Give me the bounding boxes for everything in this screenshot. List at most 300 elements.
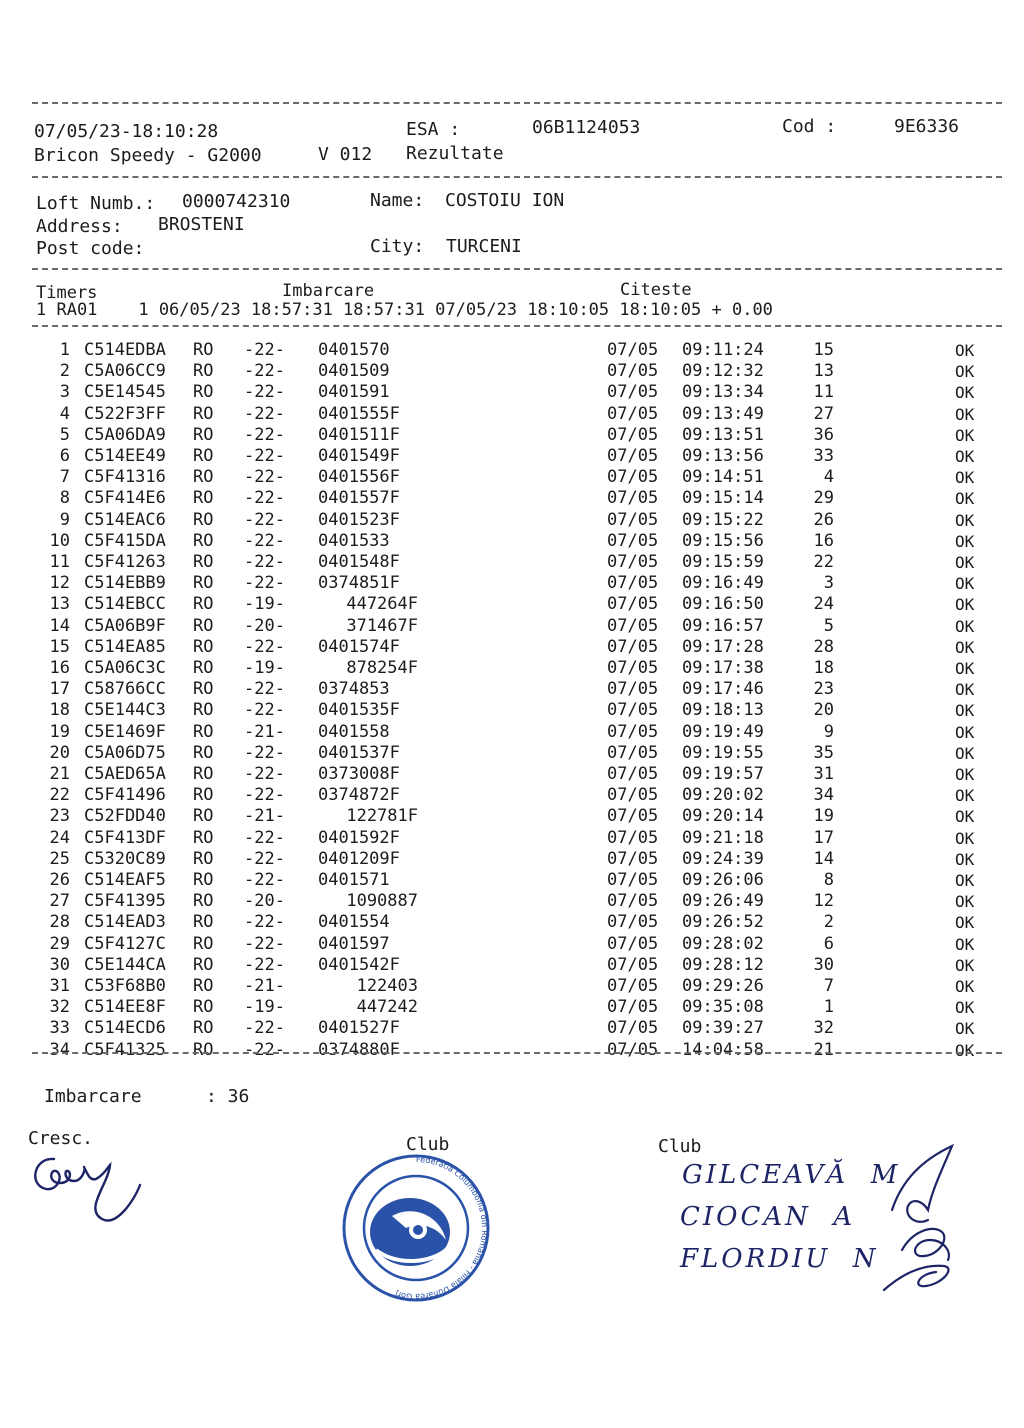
rank-cell: 12	[49, 573, 70, 594]
ring-id-cell: C5AED65A	[84, 764, 166, 784]
date-cell: 07/05	[607, 552, 659, 572]
country-cell: RO	[193, 785, 214, 806]
table-row	[0, 849, 1024, 870]
rank-cell: 4	[59, 403, 70, 424]
name-value: COSTOIU ION	[445, 190, 565, 211]
date-cell: 07/05	[607, 530, 659, 551]
ring-number-cell: 0401509	[318, 361, 390, 382]
time-cell: 09:15:59	[682, 552, 764, 572]
country-cell: RO	[193, 1039, 214, 1060]
year-cell: -22-	[244, 509, 285, 530]
divider	[32, 176, 1002, 178]
country-cell: RO	[193, 636, 214, 657]
time-cell: 09:21:18	[682, 827, 764, 848]
time-cell: 09:15:22	[682, 509, 764, 530]
ring-id-cell: C5A06CC9	[84, 361, 166, 382]
table-row	[0, 976, 1024, 997]
print-datetime: 07/05/23-18:10:28	[34, 121, 219, 142]
ring-number-cell: 0401591	[318, 382, 390, 403]
ring-number-cell: 0374872F	[318, 785, 400, 806]
table-row	[0, 955, 1024, 976]
table-row	[0, 891, 1024, 912]
device-version: V 012	[318, 144, 373, 165]
ring-id-cell: C514EAF5	[84, 870, 166, 890]
rank-cell: 18	[49, 700, 70, 721]
handwritten-name-2: CIOCAN A	[680, 1202, 856, 1232]
year-cell: -22-	[244, 361, 285, 382]
year-cell: -22-	[244, 827, 285, 848]
ring-number-cell: 0401537F	[318, 742, 400, 763]
status-cell: OK	[955, 892, 975, 912]
name-label: Name:	[370, 190, 425, 211]
country-cell: RO	[193, 658, 214, 678]
timer-line: 1 RA01 1 06/05/23 18:57:31 18:57:31 07/05/23 18:10:05 18:10:05 + 0.00	[36, 300, 773, 320]
year-cell: -22-	[244, 636, 285, 657]
breeder-signature	[24, 1145, 154, 1235]
table-row	[0, 785, 1024, 806]
ring-id-cell: C514EAC6	[84, 509, 166, 530]
ring-id-cell: C5A06D75	[84, 742, 166, 763]
status-cell: OK	[955, 934, 975, 954]
ring-number-cell: 447264F	[346, 594, 418, 615]
divider	[32, 102, 1002, 104]
country-cell: RO	[193, 340, 214, 360]
date-cell: 07/05	[607, 424, 659, 445]
ring-number-cell: 878254F	[346, 658, 418, 678]
time-cell: 09:15:14	[682, 488, 764, 509]
ring-id-cell: C5E1469F	[84, 721, 166, 742]
status-cell: OK	[955, 849, 975, 869]
country-cell: RO	[193, 382, 214, 403]
position-cell: 20	[813, 700, 834, 721]
table-row	[0, 722, 1024, 743]
position-cell: 22	[813, 552, 834, 572]
year-cell: -22-	[244, 870, 285, 890]
ring-id-cell: C5F41263	[84, 552, 166, 572]
position-cell: 34	[813, 785, 834, 806]
status-cell: OK	[955, 998, 975, 1018]
time-cell: 09:11:24	[682, 340, 764, 360]
date-cell: 07/05	[607, 636, 659, 657]
time-cell: 09:35:08	[682, 997, 764, 1018]
rank-cell: 25	[49, 848, 70, 869]
time-cell: 09:17:38	[682, 658, 764, 678]
position-cell: 6	[823, 933, 834, 954]
date-cell: 07/05	[607, 997, 659, 1018]
status-cell: OK	[955, 743, 975, 763]
time-cell: 09:14:51	[682, 467, 764, 488]
country-cell: RO	[193, 615, 214, 636]
status-cell: OK	[955, 786, 975, 806]
position-cell: 19	[813, 806, 834, 827]
country-cell: RO	[193, 467, 214, 488]
year-cell: -19-	[244, 658, 285, 678]
position-cell: 16	[813, 530, 834, 551]
year-cell: -20-	[244, 615, 285, 636]
ring-id-cell: C5A06C3C	[84, 658, 166, 678]
date-cell: 07/05	[607, 848, 659, 869]
country-cell: RO	[193, 848, 214, 869]
ring-id-cell: C5F41316	[84, 467, 166, 488]
ring-number-cell: 0401527F	[318, 1018, 400, 1039]
address-value: BROSTENI	[158, 214, 245, 235]
table-row	[0, 488, 1024, 509]
ring-id-cell: C5F414E6	[84, 488, 166, 509]
ring-id-cell: C53F68B0	[84, 976, 166, 996]
divider	[32, 1052, 1002, 1054]
table-row	[0, 658, 1024, 679]
year-cell: -22-	[244, 933, 285, 954]
handwritten-name-1: GILCEAVĂ M	[682, 1160, 901, 1190]
date-cell: 07/05	[607, 870, 659, 890]
rank-cell: 16	[49, 658, 70, 678]
position-cell: 32	[813, 1018, 834, 1039]
timers-label: Timers	[36, 283, 98, 303]
ring-number-cell: 0401209F	[318, 848, 400, 869]
time-cell: 09:15:56	[682, 530, 764, 551]
status-cell: OK	[955, 553, 975, 572]
date-cell: 07/05	[607, 764, 659, 784]
date-cell: 07/05	[607, 1018, 659, 1039]
status-cell: OK	[955, 701, 975, 721]
rank-cell: 20	[49, 742, 70, 763]
status-cell: OK	[955, 447, 975, 466]
date-cell: 07/05	[607, 361, 659, 382]
rank-cell: 28	[49, 912, 70, 933]
table-row	[0, 870, 1024, 891]
table-row	[0, 425, 1024, 446]
year-cell: -22-	[244, 1039, 285, 1060]
status-cell: OK	[955, 722, 975, 742]
rank-cell: 19	[49, 721, 70, 742]
year-cell: -22-	[244, 785, 285, 806]
status-cell: OK	[955, 1040, 975, 1060]
year-cell: -22-	[244, 912, 285, 933]
ring-number-cell: 0401533	[318, 530, 390, 551]
date-cell: 07/05	[607, 509, 659, 530]
time-cell: 09:20:14	[682, 806, 764, 827]
position-cell: 24	[813, 594, 834, 615]
year-cell: -21-	[244, 806, 285, 827]
year-cell: -22-	[244, 1018, 285, 1039]
ring-number-cell: 0401535F	[318, 700, 400, 721]
status-cell: OK	[955, 659, 975, 678]
table-row	[0, 743, 1024, 764]
imbarcare-header: Imbarcare	[282, 281, 375, 301]
time-cell: 09:16:49	[682, 573, 764, 594]
rank-cell: 6	[59, 446, 70, 466]
time-cell: 09:19:55	[682, 742, 764, 763]
country-cell: RO	[193, 509, 214, 530]
ring-number-cell: 0401554	[318, 912, 390, 933]
time-cell: 09:19:49	[682, 721, 764, 742]
cod-value: 9E6336	[894, 116, 960, 137]
ring-id-cell: C5E144C3	[84, 700, 166, 721]
time-cell: 09:28:12	[682, 954, 764, 975]
position-cell: 3	[823, 573, 834, 594]
rank-cell: 24	[49, 827, 70, 848]
ring-number-cell: 0401542F	[318, 954, 400, 975]
rank-cell: 13	[49, 594, 70, 615]
rank-cell: 7	[59, 467, 70, 488]
country-cell: RO	[193, 679, 214, 700]
date-cell: 07/05	[607, 933, 659, 954]
date-cell: 07/05	[607, 403, 659, 424]
position-cell: 8	[823, 870, 834, 890]
table-row	[0, 382, 1024, 403]
table-row	[0, 361, 1024, 382]
position-cell: 12	[813, 891, 834, 912]
country-cell: RO	[193, 806, 214, 827]
status-cell: OK	[955, 637, 975, 657]
date-cell: 07/05	[607, 446, 659, 466]
city-value: TURCENI	[446, 236, 522, 257]
citeste-header: Citeste	[620, 280, 692, 300]
date-cell: 07/05	[607, 700, 659, 721]
rank-cell: 15	[49, 636, 70, 657]
loft-label: Loft Numb.:	[36, 193, 156, 214]
date-cell: 07/05	[607, 467, 659, 488]
ring-number-cell: 447242	[356, 997, 418, 1018]
position-cell: 29	[813, 488, 834, 509]
table-row	[0, 573, 1024, 594]
rank-cell: 30	[49, 954, 70, 975]
ring-id-cell: C514EE8F	[84, 997, 166, 1018]
club-signatures	[872, 1140, 972, 1300]
imbarcare-total-value: : 36	[206, 1086, 250, 1107]
time-cell: 09:39:27	[682, 1018, 764, 1039]
ring-id-cell: C514EAD3	[84, 912, 166, 933]
report-type: Rezultate	[406, 143, 504, 164]
year-cell: -22-	[244, 488, 285, 509]
country-cell: RO	[193, 488, 214, 509]
position-cell: 14	[813, 848, 834, 869]
year-cell: -19-	[244, 594, 285, 615]
country-cell: RO	[193, 870, 214, 890]
table-row	[0, 1018, 1024, 1039]
ring-id-cell: C514EBCC	[84, 594, 166, 615]
time-cell: 09:13:56	[682, 446, 764, 466]
country-cell: RO	[193, 403, 214, 424]
position-cell: 18	[813, 658, 834, 678]
country-cell: RO	[193, 912, 214, 933]
table-row	[0, 594, 1024, 615]
position-cell: 35	[813, 742, 834, 763]
position-cell: 31	[813, 764, 834, 784]
rank-cell: 5	[59, 424, 70, 445]
ring-id-cell: C5A06DA9	[84, 424, 166, 445]
device-name: Bricon Speedy - G2000	[34, 145, 262, 166]
ring-id-cell: C5320C89	[84, 848, 166, 869]
imbarcare-total-label: Imbarcare	[44, 1086, 142, 1107]
ring-id-cell: C5F4127C	[84, 933, 166, 954]
time-cell: 09:26:49	[682, 891, 764, 912]
time-cell: 09:26:52	[682, 912, 764, 933]
ring-number-cell: 0374880F	[318, 1039, 400, 1060]
date-cell: 07/05	[607, 742, 659, 763]
rank-cell: 14	[49, 615, 70, 636]
status-cell: OK	[955, 468, 975, 488]
ring-id-cell: C5F41395	[84, 891, 166, 912]
ring-number-cell: 0374851F	[318, 573, 400, 594]
table-row	[0, 616, 1024, 637]
date-cell: 07/05	[607, 658, 659, 678]
esa-label: ESA :	[406, 119, 461, 140]
position-cell: 27	[813, 403, 834, 424]
address-label: Address:	[36, 216, 123, 237]
table-row	[0, 912, 1024, 933]
position-cell: 13	[813, 361, 834, 382]
date-cell: 07/05	[607, 382, 659, 403]
esa-value: 06B1124053	[532, 117, 641, 138]
time-cell: 09:16:57	[682, 615, 764, 636]
status-cell: OK	[955, 510, 975, 530]
divider	[32, 268, 1002, 270]
cresc-label: Cresc.	[28, 1128, 94, 1149]
time-cell: 09:13:49	[682, 403, 764, 424]
ring-id-cell: C5F41496	[84, 785, 166, 806]
date-cell: 07/05	[607, 573, 659, 594]
loft-value: 0000742310	[182, 191, 291, 212]
position-cell: 26	[813, 509, 834, 530]
rank-cell: 21	[49, 764, 70, 784]
country-cell: RO	[193, 530, 214, 551]
ring-id-cell: C5E14545	[84, 382, 166, 403]
ring-number-cell: 122403	[356, 976, 418, 996]
table-row	[0, 552, 1024, 573]
date-cell: 07/05	[607, 488, 659, 509]
handwritten-name-3: FLORDIU N	[680, 1244, 879, 1274]
rank-cell: 27	[49, 891, 70, 912]
status-cell: OK	[955, 977, 975, 996]
ring-number-cell: 0401571	[318, 870, 390, 890]
time-cell: 09:12:32	[682, 361, 764, 382]
country-cell: RO	[193, 954, 214, 975]
ring-id-cell: C5F41325	[84, 1039, 166, 1060]
position-cell: 15	[813, 340, 834, 360]
position-cell: 4	[823, 467, 834, 488]
ring-number-cell: 0401574F	[318, 636, 400, 657]
table-row	[0, 637, 1024, 658]
status-cell: OK	[955, 871, 975, 890]
table-row	[0, 828, 1024, 849]
country-cell: RO	[193, 764, 214, 784]
ring-number-cell: 0401555F	[318, 403, 400, 424]
time-cell: 09:13:34	[682, 382, 764, 403]
table-row	[0, 764, 1024, 785]
date-cell: 07/05	[607, 827, 659, 848]
rank-cell: 26	[49, 870, 70, 890]
ring-number-cell: 0374853	[318, 679, 390, 700]
table-row	[0, 700, 1024, 721]
status-cell: OK	[955, 404, 975, 424]
ring-number-cell: 0401549F	[318, 446, 400, 466]
time-cell: 09:28:02	[682, 933, 764, 954]
year-cell: -22-	[244, 742, 285, 763]
date-cell: 07/05	[607, 340, 659, 360]
year-cell: -21-	[244, 976, 285, 996]
ring-id-cell: C58766CC	[84, 679, 166, 700]
table-row	[0, 531, 1024, 552]
year-cell: -22-	[244, 679, 285, 700]
ring-id-cell: C514EA85	[84, 636, 166, 657]
rank-cell: 29	[49, 933, 70, 954]
status-cell: OK	[955, 1019, 975, 1039]
ring-id-cell: C514EE49	[84, 446, 166, 466]
year-cell: -22-	[244, 530, 285, 551]
status-cell: OK	[955, 425, 975, 445]
rank-cell: 32	[49, 997, 70, 1018]
country-cell: RO	[193, 1018, 214, 1039]
position-cell: 1	[823, 997, 834, 1018]
status-cell: OK	[955, 574, 975, 594]
country-cell: RO	[193, 976, 214, 996]
ring-id-cell: C5A06B9F	[84, 615, 166, 636]
rank-cell: 17	[49, 679, 70, 700]
table-row	[0, 446, 1024, 467]
country-cell: RO	[193, 594, 214, 615]
year-cell: -22-	[244, 340, 285, 360]
country-cell: RO	[193, 721, 214, 742]
position-cell: 36	[813, 424, 834, 445]
position-cell: 2	[823, 912, 834, 933]
status-cell: OK	[955, 383, 975, 403]
year-cell: -22-	[244, 424, 285, 445]
year-cell: -22-	[244, 403, 285, 424]
ring-number-cell: 1090887	[346, 891, 418, 912]
time-cell: 09:19:57	[682, 764, 764, 784]
table-row	[0, 1040, 1024, 1061]
table-row	[0, 510, 1024, 531]
rank-cell: 22	[49, 785, 70, 806]
year-cell: -22-	[244, 382, 285, 403]
status-cell: OK	[955, 765, 975, 784]
time-cell: 09:16:50	[682, 594, 764, 615]
rank-cell: 3	[59, 382, 70, 403]
ring-number-cell: 0401570	[318, 340, 390, 360]
date-cell: 07/05	[607, 615, 659, 636]
position-cell: 7	[823, 976, 834, 996]
ring-id-cell: C5F415DA	[84, 530, 166, 551]
rank-cell: 8	[59, 488, 70, 509]
date-cell: 07/05	[607, 976, 659, 996]
time-cell: 09:17:46	[682, 679, 764, 700]
time-cell: 09:13:51	[682, 424, 764, 445]
rank-cell: 23	[49, 806, 70, 827]
year-cell: -22-	[244, 552, 285, 572]
status-cell: OK	[955, 955, 975, 975]
rank-cell: 11	[49, 552, 70, 572]
table-row	[0, 934, 1024, 955]
country-cell: RO	[193, 424, 214, 445]
date-cell: 07/05	[607, 594, 659, 615]
position-cell: 28	[813, 636, 834, 657]
date-cell: 07/05	[607, 912, 659, 933]
date-cell: 07/05	[607, 785, 659, 806]
table-row	[0, 467, 1024, 488]
ring-number-cell: 0401556F	[318, 467, 400, 488]
date-cell: 07/05	[607, 891, 659, 912]
position-cell: 17	[813, 827, 834, 848]
ring-number-cell: 371467F	[346, 615, 418, 636]
club-label-signatures: Club	[658, 1136, 702, 1157]
table-row	[0, 997, 1024, 1018]
cod-label: Cod :	[782, 116, 837, 137]
ring-id-cell: C514EDBA	[84, 340, 166, 360]
status-cell: OK	[955, 680, 975, 700]
ring-id-cell: C514EBB9	[84, 573, 166, 594]
table-row	[0, 404, 1024, 425]
